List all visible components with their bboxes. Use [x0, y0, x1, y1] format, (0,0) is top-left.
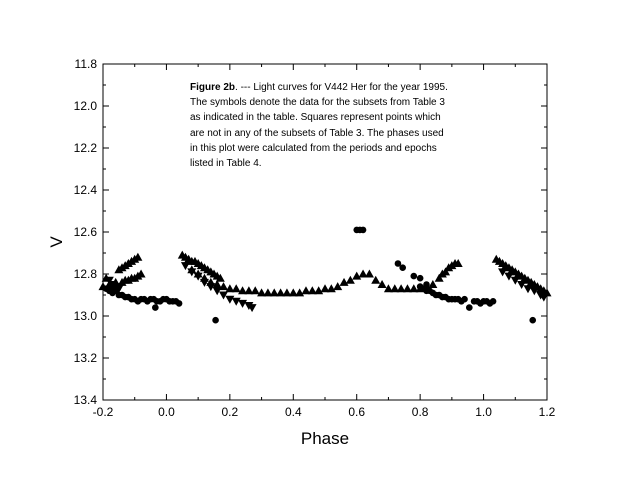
data-point-triangle-up — [333, 282, 342, 290]
y-tick-label: 13.2 — [73, 351, 97, 365]
data-point-triangle-down — [517, 281, 526, 289]
x-tick-label: 0.0 — [158, 405, 175, 419]
data-point-circle — [461, 296, 468, 303]
caption-line-5: in this plot were calculated from the periods and epochs — [190, 142, 437, 154]
data-point-circle — [399, 264, 406, 271]
x-tick-label: 1.0 — [475, 405, 492, 419]
data-point-circle — [360, 227, 367, 234]
y-tick-label: 13.4 — [73, 393, 97, 407]
data-points — [99, 227, 552, 324]
data-point-triangle-down — [504, 273, 513, 281]
caption-figure-label: Figure 2b — [190, 82, 236, 93]
x-tick-label: 0.2 — [221, 405, 239, 419]
caption-line-2: The symbols denote the data for the subsets from Table 3 — [190, 97, 445, 109]
y-tick-label: 12.8 — [73, 267, 97, 281]
data-point-circle — [152, 304, 159, 311]
data-point-triangle-up — [232, 284, 241, 292]
caption-line-4: are not in any of the subsets of Table 3. The phases used — [190, 127, 444, 139]
y-tick-label: 12.0 — [73, 99, 97, 113]
figure-caption — [190, 80, 448, 171]
data-point-triangle-down — [511, 277, 520, 285]
caption-line-6: listed in Table 4. — [190, 158, 262, 170]
y-tick-label: 12.4 — [73, 183, 97, 197]
data-point-triangle-down — [498, 268, 507, 276]
data-point-triangle-up — [251, 286, 260, 294]
data-point-circle — [490, 298, 497, 305]
y-axis-title: V — [47, 236, 66, 248]
data-point-triangle-up — [346, 276, 355, 284]
data-point-circle — [529, 317, 536, 324]
caption-line-3: as indicated in the table. Squares represent points which — [190, 112, 441, 124]
x-tick-label: 1.2 — [538, 405, 556, 419]
caption-line-1 — [190, 80, 448, 95]
y-tick-label: 11.8 — [74, 57, 97, 71]
data-point-triangle-up — [378, 280, 387, 288]
data-point-circle — [212, 317, 219, 324]
y-tick-label: 13.0 — [73, 309, 97, 323]
y-tick-label: 12.2 — [73, 141, 97, 155]
data-point-circle — [411, 273, 418, 280]
x-tick-label: 0.6 — [348, 405, 366, 419]
x-tick-label: -0.2 — [92, 405, 114, 419]
data-point-circle — [466, 304, 473, 311]
data-point-circle — [417, 275, 424, 282]
x-tick-label: 0.4 — [284, 405, 302, 419]
data-point-triangle-down — [219, 292, 228, 300]
caption-text-1: . --- Light curves for V442 Her for the year 1995. — [235, 82, 448, 93]
data-point-triangle-up — [365, 270, 374, 278]
data-point-triangle-down — [213, 287, 222, 295]
y-tick-label: 12.6 — [73, 225, 97, 239]
data-point-circle — [176, 300, 183, 307]
x-tick-label: 0.8 — [411, 405, 429, 419]
x-axis-title: Phase — [300, 429, 350, 448]
